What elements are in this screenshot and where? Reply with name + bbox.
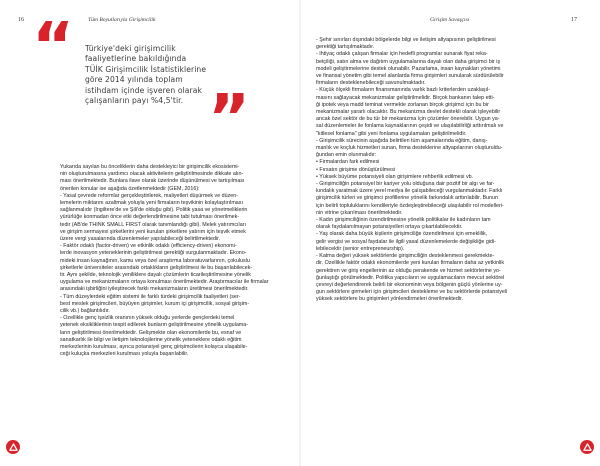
right-running-title: Girişim Savaşçısı — [430, 17, 470, 23]
body-text-line: sağlanmalıdır (İngiltere'de ve Şili'de olduğu gibi). Politik yasa ve yönetmeliklerin — [60, 207, 248, 214]
body-text-line: cilik vb.) bağlantılıdır. — [60, 308, 110, 315]
body-text-line: - Yaş olarak daha büyük kişilerin girişimciliğe özendirilmesi için emeklilik, — [316, 231, 488, 238]
body-text-line: girişimcilik türleri ve girişimci profillerine yönelik farkındalık arttırılabilir. Bunun — [316, 195, 499, 202]
body-text-line: best meslek girişimcileri, büyüyen girişimler, kurum içi girişimcilik, sosyal girişim- — [60, 300, 250, 307]
right-body-text — [316, 37, 580, 304]
pull-quote-line: TÜİK Girişimcilik İstatistiklerine — [85, 64, 207, 74]
body-text-line: • Fırsatın girişime dönüştürülmesi — [316, 166, 396, 173]
body-text-line: - Özellikle genç işsizlik oranının yüksek olduğu yerlerde gençlerdeki temel — [60, 315, 235, 322]
body-text-line: ğunlaştığı görülmektedir. Politika yapıcıların ve uygulamacıların mevcut sektörel — [316, 274, 505, 281]
body-text-line: "kitlesel fonlama" gibi yeni fonlama uygulamaları geliştirilmelidir. — [316, 130, 467, 137]
body-text-line: merkezlerinin kurulması, ayrıca potansiyel genç girişimcilerin kolayca ulaşabile- — [60, 344, 248, 351]
right-page-number: 17 — [571, 17, 577, 23]
body-text-line: dir. Özellikle faktör odaklı ekonomilerde yeni kurulan firmaların daha az yetkinlik — [316, 260, 505, 267]
body-text-line: - Yasal çevrede reformlar gerçekleştirilerek, maliyetleri düşürmek ve düzen- — [60, 192, 238, 199]
body-text-line: lebilecektir (senior entrepreneurship). — [316, 245, 405, 252]
body-text-line: ve girişim sermayesi şirketlerini yeni kurulan şirketlere yatırım için teşvik etmek — [60, 228, 246, 235]
body-text-line: nin vitrine çıkarılması önerilmektedir. — [316, 209, 403, 216]
page-gutter — [299, 0, 301, 466]
body-text-line: ancak özel sektör de bu tür bir mekanizma için çözümler önerebilir. Uygun ya- — [316, 116, 500, 123]
body-text-line: yetenek eksikliklerinin tespit edilerek bunların geliştirilmesine yönelik uygulama- — [60, 322, 249, 329]
body-text-line: yüksek sektörlere bu girişimleri yönlendirmeleri önerilmektedir. — [316, 296, 464, 303]
pull-quote-line: istihdam içinde işveren olarak — [85, 85, 203, 95]
pull-quote — [85, 44, 225, 106]
body-text-line: - Girişimcilik sürecinin aşağıda belirtilen tüm aşamalarında eğitim, danış- — [316, 137, 488, 144]
body-text-line: tir. Aynı şekilde, teknolojik yeniliklere dayalı çözümlerin ticarileştirilmesine yönelik — [60, 272, 251, 279]
body-text-line: gun sektörlere girmeleri için girişimcileri destekleme ve bu sektörlerde potansiyeli — [316, 289, 508, 296]
body-text-line: ması önerilmektedir. Bunlara ilave olarak üzerinde düşünülmesi ve tartışılması — [60, 178, 245, 185]
left-page-number: 16 — [18, 17, 24, 23]
body-text-line: gelir vergisi ve sosyal faydalar ile ilgili yasal düzenlemelerde değişikliğe gidi- — [316, 238, 496, 245]
body-text-line: gerektiren ve giriş engellerinin az olduğu perakende ve hizmet sektörlerine yo- — [316, 267, 501, 274]
open-quote-icon: “ — [32, 10, 75, 84]
body-text-line: - Küçük ölçekli firmaların finansmanında varlık bazlı kriterlerden uzaklaşıl- — [316, 87, 491, 94]
body-text-line: şirketlerle üniversiteler arasındaki ortaklıkların geliştirilmesi ile bu başarılabilecek- — [60, 264, 253, 271]
body-text-line: nin oluşturulmasına yardımcı olacak aktivitelerin geliştirilmesinde dikkate alın- — [60, 171, 244, 178]
body-text-line: manlık ve koçluk hizmetleri sunan, firma desteklerine altyapılarının oluşturuldu- — [316, 145, 503, 152]
body-text-line: çevreyi değerlendirerek belirli bir ekonominin veya bölgenin güçlü yönlerine uy- — [316, 281, 503, 288]
body-text-line: betçiliği, satın alma ve dağıtım uygulamalarına dayalı olan daha girişimci bir iş — [316, 58, 501, 65]
pull-quote-line: çalışanların payı %4,5'tir. — [85, 96, 184, 106]
body-text-line: - Girişimciliğin potansiyel bir kariyer yolu olduğuna dair pozitif bir algı ve far- — [316, 181, 495, 188]
page-badge-icon — [6, 440, 20, 454]
pull-quote-line: Türkiye'deki girişimcilik — [85, 44, 176, 53]
left-body-text — [60, 164, 292, 358]
body-text-line: - İhtiyaç odaklı çalışan firmalar için hedefli programlar sunarak fiyat reka- — [316, 51, 488, 58]
body-text-line: ların geliştirilmesi önerilmektedir. Gelişmekte olan ekonomilerde bu, esnaf ve — [60, 329, 242, 336]
body-text-line: mekanizmalar yararlı olacaktır. Bu mekanizma devlet destekli olarak işleyebilir — [316, 109, 501, 116]
body-text-line: sal düzenlemeler ile fonlama kaynaklarının çeşidi ve ulaşılabilirliği arttırılmalı ve — [316, 123, 504, 130]
body-text-line: - Katma değeri yüksek sektörlerde girişimciliğin desteklenmesi gerekmekte- — [316, 253, 495, 260]
body-text-line: ğundan emin olunmalıdır: — [316, 152, 377, 159]
body-text-line: olarak faydalanılmayan potansiyelleri ortaya çıkartılabilecektir. — [316, 224, 463, 231]
body-text-line: - Kadın girişimciliğinin özendirilmesine yönelik politikalar ile kadınların tam — [316, 217, 491, 224]
close-quote-icon: ” — [208, 82, 251, 156]
body-text-line: modeli geliştirmelerine destek olunabilir. Pazarlama, insan kaynakları yönetimi — [316, 65, 501, 72]
body-text-line: kındalık yaratmak üzere yerel medya ile çalışabileceği vurgulanmaktadır. Farklı — [316, 188, 503, 195]
body-text-line: ği ipotek veya madd teminat vermekte zorlanan birçok girişimci için bu bir — [316, 101, 489, 108]
body-text-line: ceği kuluçka merkezleri kurulması yoluyla başarılabilir. — [60, 351, 189, 358]
body-text-line: yürürlüğe konmadan önce etki değerlendirilmesine tabi tutulması önerilmek- — [60, 214, 240, 221]
body-text-line: - Tüm düzeylerdeki eğitim sistemi ile farklı türdeki girişimcilik faaliyetleri (ser- — [60, 293, 241, 300]
body-text-line: için belirli topluluklarını kendileriyle özdeşleştirebileceği ulaşılabilir rol modelleri- — [316, 202, 504, 209]
body-text-line: Yukarıda sayılan bu önceliklerin daha destekleyici bir girişimcilik ekosistemi- — [60, 164, 240, 170]
body-text-line: üzere vergi yasalarında düzenlemeler yapılabileceği belirtilmektedir. — [60, 236, 221, 243]
body-text-line: - Faktör odaklı (factor-driven) ve etkinlik odaklı (efficiency-driven) ekonomi- — [60, 243, 237, 250]
body-text-line: ve finansal yönetim gibi temel alanlarda firma girişimleri sunularak sürdürülebilir — [316, 73, 504, 80]
pull-quote-line: faaliyetlerine bakıldığında — [85, 54, 187, 64]
body-text-line: arasındaki işbirliğini iyileştirecek farklı mekanizmaların üretilmesi önerilmektedir. — [60, 286, 249, 293]
body-text-line: gerektiği tartışılmaktadır. — [316, 44, 375, 51]
body-text-line: firmaların desteklenebileceği savunulmaktadır. — [316, 80, 426, 87]
body-text-line: uygulama ve mekanizmaların ortaya konulması önerilmektedir. Araştırmacılar ile firmalar — [60, 279, 269, 286]
body-text-line: - Şehir sınırları dışındaki bölgelerde bilgi ve iletişim altyapısının geliştirilmesi — [316, 37, 496, 43]
body-text-line: önerilen konular ise aşağıda özetlenmektedir (GEM, 2016): — [60, 185, 200, 192]
body-text-line: tedir (AB'de THINK SMALL FIRST olarak tanımlandığı gibi). Melek yatırımcıları — [60, 221, 246, 228]
body-text-line: • Yüksek büyüme potansiyeli olan girişimlere rehberlik edilmesi vb. — [316, 173, 474, 180]
body-text-line: • Firmalardan fark edilmesi — [316, 159, 380, 166]
body-text-line: masını sağlayacak mekanizmalar geliştirilmelidir. Birçok bankanın talep etti- — [316, 94, 495, 101]
body-text-line: sanatkarlık ile bilgi ve iletişim teknolojilerine yönelik yeteneklere odaklı eğitim — [60, 336, 242, 343]
body-text-line: mideki insan kaynağının, kamu veya özel araştırma laboratuvarlarının, çokuluslu — [60, 257, 250, 264]
page-badge-icon — [580, 440, 594, 454]
left-running-title: Tüm Boyutlarıyla Girişimcilik — [88, 17, 156, 23]
body-text-line: lemelerin miktarını azaltmak yoluyla yeni firmaların teşvikinin kolaylaştırılması — [60, 200, 243, 207]
pull-quote-line: göre 2014 yılında toplam — [85, 75, 183, 85]
body-text-line: lerde inovasyon yeteneklerinin geliştirilmesi gerektiği vurgulanmaktadır. Ekono- — [60, 250, 247, 257]
